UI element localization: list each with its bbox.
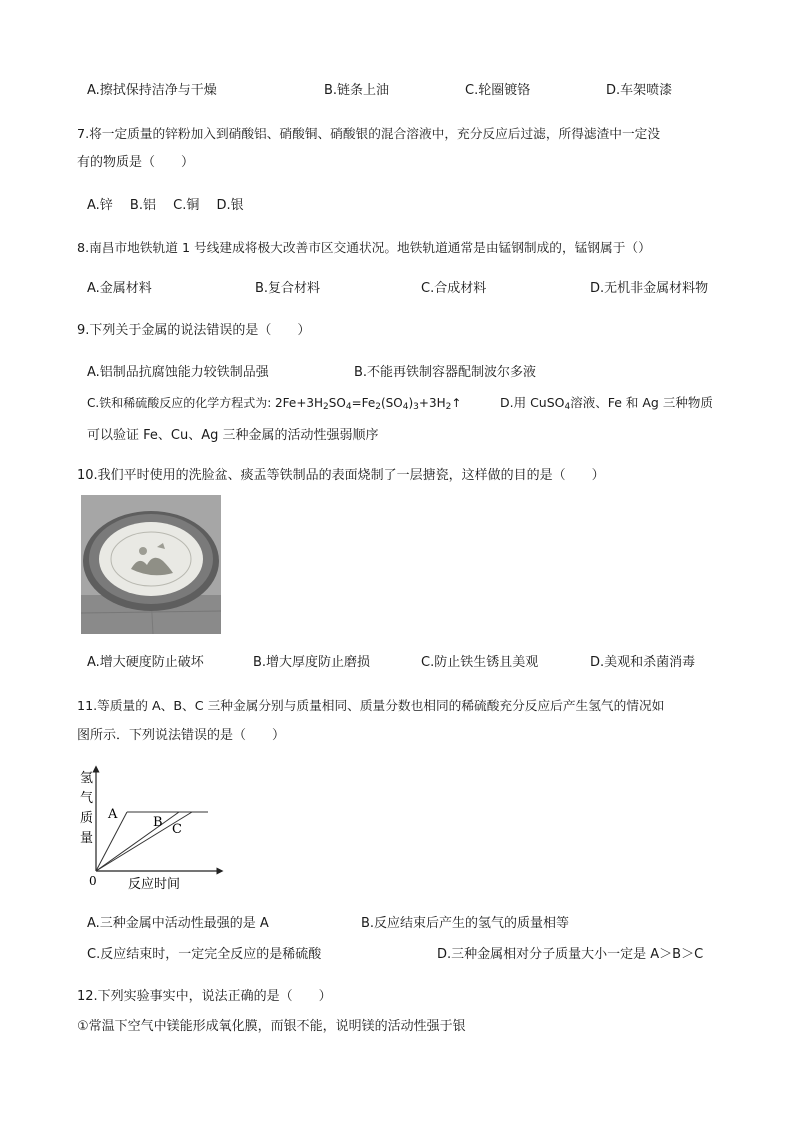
q7-stem-line1: 7.将一定质量的锌粉加入到硝酸铝、硝酸铜、硝酸银的混合溶液中，充分反应后过滤，所得滤渣中一定没 [77,126,661,141]
plate-decoration-dot [139,547,147,555]
q11-option-b: B.反应结束后产生的氢气的质量相等 [361,916,570,931]
q8-option-b: B.复合材料 [255,281,321,296]
enamel-plate-image [81,495,221,634]
q12-stem: 12.下列实验事实中，说法正确的是（ ） [77,989,332,1004]
y-label-char-4: 量 [80,831,94,846]
q9-option-d-continued: 可以验证 Fe、Cu、Ag 三种金属的活动性强弱顺序 [87,428,379,443]
y-label-char-3: 质 [80,811,94,826]
x-axis-label: 反应时间 [128,877,181,892]
q10-option-b: B.增大厚度防止磨损 [253,655,371,670]
q12-item-1: ①常温下空气中镁能形成氧化膜，而银不能，说明镁的活动性强于银 [77,1019,466,1034]
hydrogen-mass-graph [70,765,230,895]
q9-stem: 9.下列关于金属的说法错误的是（ ） [77,323,311,338]
q6-option-d: D.车架喷漆 [606,83,673,98]
q6-option-c: C.轮圈镀铬 [465,83,531,98]
label-c: C [172,822,182,837]
q11-option-a: A.三种金属中活动性最强的是 A [87,916,269,931]
q8-option-a: A.金属材料 [87,281,152,296]
q10-option-a: A.增大硬度防止破坏 [87,655,204,670]
q9-option-b: B.不能再铁制容器配制波尔多液 [354,365,537,380]
q6-option-a: A.擦拭保持洁净与干燥 [87,83,217,98]
q11-stem-line2: 图所示．下列说法错误的是（ ） [77,728,286,743]
q11-option-d: D.三种金属相对分子质量大小一定是 A＞B＞C [437,947,704,962]
label-a: A [108,807,118,822]
q11-option-c: C.反应结束时，一定完全反应的是稀硫酸 [87,947,322,962]
label-b: B [153,815,163,830]
q7-stem-line2: 有的物质是（ ） [77,155,195,170]
q7-options: A.锌 B.铝 C.铜 D.银 [87,198,244,213]
q8-stem: 8.南昌市地铁轨道 1 号线建成将极大改善市区交通状况。地铁轨道通常是由锰钢制成的，锰钢属于（） [77,240,651,255]
y-label-char-2: 气 [80,791,94,806]
q9-option-d: D.用 CuSO$_4$溶液、Fe 和 Ag 三种物质 [500,395,713,412]
q10-option-c: C.防止铁生锈且美观 [421,655,539,670]
q8-option-d: D.无机非金属材料物 [590,281,709,296]
q6-option-b: B.链条上油 [324,83,390,98]
q9-option-a: A.铝制品抗腐蚀能力较铁制品强 [87,365,269,380]
q11-stem-line1: 11.等质量的 A、B、C 三种金属分别与质量相同、质量分数也相同的稀硫酸充分反应后产生氢气的情况如 [77,698,665,713]
origin-label: 0 [89,874,97,888]
q10-stem: 10.我们平时使用的洗脸盆、痰盂等铁制品的表面烧制了一层搪瓷，这样做的目的是（ ） [77,468,605,483]
q10-option-d: D.美观和杀菌消毒 [590,655,696,670]
q8-option-c: C.合成材料 [421,281,487,296]
q9-option-c: C.铁和稀硫酸反应的化学方程式为: $2Fe+3H_2SO_4=Fe_2(SO_4)_3+3H_2↑$ [87,396,462,412]
plate-center [99,522,203,596]
y-label-char-1: 氢 [80,771,94,786]
enamel-plate-photo [81,495,221,634]
